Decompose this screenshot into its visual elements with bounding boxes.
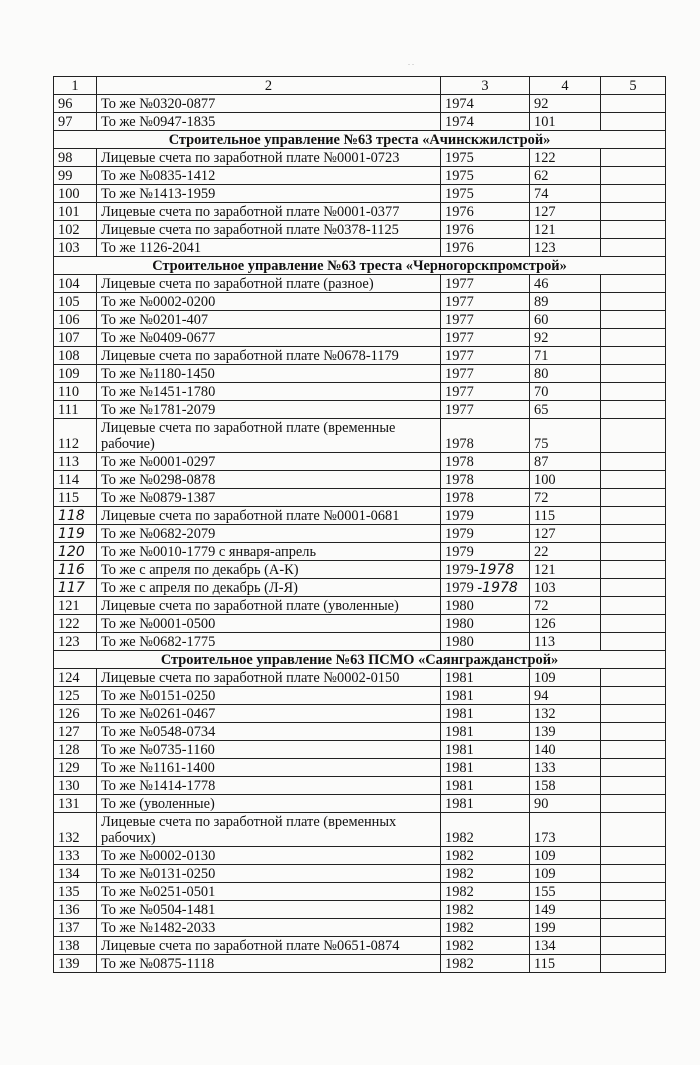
row-note-cell (601, 239, 666, 257)
row-count-cell: 140 (530, 741, 601, 759)
row-number-cell: 109 (54, 365, 97, 383)
row-note-cell (601, 365, 666, 383)
table-row (54, 221, 666, 239)
row-year-cell: 1982 (441, 901, 530, 919)
row-count-cell: 75 (530, 419, 601, 453)
row-number-cell: 107 (54, 329, 97, 347)
row-title-cell: То же №0151-0250 (97, 687, 441, 705)
table-row (54, 579, 666, 597)
table-row (54, 167, 666, 185)
row-count-cell: 72 (530, 597, 601, 615)
row-year-cell: 1982 (441, 883, 530, 901)
table-row (54, 95, 666, 113)
row-note-cell (601, 579, 666, 597)
row-count-cell: 158 (530, 777, 601, 795)
handwritten-number: 118 (58, 508, 85, 524)
row-note-cell (601, 883, 666, 901)
row-year-cell (441, 579, 530, 597)
row-note-cell (601, 453, 666, 471)
row-number-cell: 127 (54, 723, 97, 741)
row-year-cell: 1977 (441, 329, 530, 347)
row-note-cell (601, 723, 666, 741)
row-year-cell: 1978 (441, 471, 530, 489)
row-year-cell: 1979 (441, 525, 530, 543)
table-row (54, 865, 666, 883)
row-note-cell (601, 95, 666, 113)
row-count-cell: 74 (530, 185, 601, 203)
row-note-cell (601, 149, 666, 167)
row-number-cell: 114 (54, 471, 97, 489)
row-number-cell (54, 507, 97, 525)
row-number-cell: 138 (54, 937, 97, 955)
row-number-cell: 126 (54, 705, 97, 723)
row-number-cell: 122 (54, 615, 97, 633)
row-number-cell: 98 (54, 149, 97, 167)
table-row (54, 185, 666, 203)
row-year-cell: 1977 (441, 401, 530, 419)
row-title-cell: То же №1482-2033 (97, 919, 441, 937)
row-title-cell: То же №0298-0878 (97, 471, 441, 489)
section-heading: Строительное управление №63 ПСМО «Саянгражданстрой» (54, 651, 666, 669)
row-title-cell: То же №0875-1118 (97, 955, 441, 973)
row-number-cell: 133 (54, 847, 97, 865)
row-count-cell: 139 (530, 723, 601, 741)
row-title-cell: То же (уволенные) (97, 795, 441, 813)
section-heading: Строительное управление №63 треста «Ачинскжилстрой» (54, 131, 666, 149)
row-title-cell: То же №1781-2079 (97, 401, 441, 419)
row-number-cell: 110 (54, 383, 97, 401)
row-count-cell: 46 (530, 275, 601, 293)
row-title-cell: То же №0001-0297 (97, 453, 441, 471)
row-title-cell: То же №1413-1959 (97, 185, 441, 203)
row-title-cell: Лицевые счета по заработной плате №0002-0150 (97, 669, 441, 687)
row-year-cell: 1977 (441, 383, 530, 401)
row-count-cell: 155 (530, 883, 601, 901)
row-number-cell: 134 (54, 865, 97, 883)
row-year-cell: 1974 (441, 113, 530, 131)
row-number-cell: 96 (54, 95, 97, 113)
row-number-cell: 137 (54, 919, 97, 937)
row-note-cell (601, 777, 666, 795)
row-number-cell: 101 (54, 203, 97, 221)
row-number-cell: 115 (54, 489, 97, 507)
row-note-cell (601, 633, 666, 651)
row-number-cell: 100 (54, 185, 97, 203)
row-year-cell: 1982 (441, 865, 530, 883)
row-note-cell (601, 113, 666, 131)
section-heading-row (54, 257, 666, 275)
header-cell-5: 5 (601, 77, 666, 95)
row-count-cell: 60 (530, 311, 601, 329)
table-row (54, 525, 666, 543)
table-row (54, 777, 666, 795)
inventory-table (53, 76, 666, 973)
section-heading-row (54, 131, 666, 149)
table-row (54, 419, 666, 453)
row-title-cell: Лицевые счета по заработной плате №0378-1125 (97, 221, 441, 239)
table-header-row (54, 77, 666, 95)
handwritten-number: 117 (58, 580, 85, 596)
row-title-cell: То же №0548-0734 (97, 723, 441, 741)
row-number-cell: 121 (54, 597, 97, 615)
row-count-cell: 80 (530, 365, 601, 383)
row-title-cell: То же №0261-0467 (97, 705, 441, 723)
row-year-cell: 1981 (441, 687, 530, 705)
row-year-cell: 1982 (441, 813, 530, 847)
row-number-cell: 135 (54, 883, 97, 901)
row-count-cell: 133 (530, 759, 601, 777)
row-year-cell: 1982 (441, 919, 530, 937)
table-row (54, 723, 666, 741)
row-count-cell: 115 (530, 955, 601, 973)
row-year-cell (441, 561, 530, 579)
row-number-cell: 113 (54, 453, 97, 471)
row-year-cell: 1981 (441, 777, 530, 795)
row-title-cell: То же №0682-2079 (97, 525, 441, 543)
row-note-cell (601, 167, 666, 185)
row-number-cell (54, 579, 97, 597)
row-count-cell: 94 (530, 687, 601, 705)
row-number-cell: 99 (54, 167, 97, 185)
row-title-cell: Лицевые счета по заработной плате (разное) (97, 275, 441, 293)
row-note-cell (601, 401, 666, 419)
section-heading-row (54, 651, 666, 669)
row-title-cell: Лицевые счета по заработной плате №0001-0723 (97, 149, 441, 167)
typed-year: 1979- (445, 562, 479, 578)
row-count-cell: 65 (530, 401, 601, 419)
row-title-cell: То же №1180-1450 (97, 365, 441, 383)
row-title-cell: То же №0002-0130 (97, 847, 441, 865)
row-year-cell: 1977 (441, 365, 530, 383)
row-note-cell (601, 275, 666, 293)
table-row (54, 507, 666, 525)
row-year-cell: 1981 (441, 795, 530, 813)
handwritten-year: 1978 (478, 562, 515, 578)
row-year-cell: 1980 (441, 615, 530, 633)
row-title-cell: Лицевые счета по заработной плате №0678-1179 (97, 347, 441, 365)
row-count-cell: 115 (530, 507, 601, 525)
row-number-cell: 112 (54, 419, 97, 453)
row-number-cell: 123 (54, 633, 97, 651)
row-count-cell: 121 (530, 561, 601, 579)
header-cell-1: 1 (54, 77, 97, 95)
row-year-cell: 1974 (441, 95, 530, 113)
table-row (54, 239, 666, 257)
row-year-cell: 1976 (441, 239, 530, 257)
row-number-cell (54, 525, 97, 543)
row-number-cell: 97 (54, 113, 97, 131)
row-year-cell: 1975 (441, 185, 530, 203)
row-number-cell: 124 (54, 669, 97, 687)
row-title-cell: То же №0320-0877 (97, 95, 441, 113)
row-title-cell: Лицевые счета по заработной плате (уволенные) (97, 597, 441, 615)
table-row (54, 615, 666, 633)
row-title-cell: То же №0002-0200 (97, 293, 441, 311)
row-year-cell: 1982 (441, 937, 530, 955)
row-note-cell (601, 221, 666, 239)
scan-speck: .. (408, 58, 416, 67)
row-note-cell (601, 507, 666, 525)
table-row (54, 669, 666, 687)
table-row (54, 489, 666, 507)
row-count-cell: 92 (530, 329, 601, 347)
handwritten-number: 116 (58, 562, 85, 578)
row-count-cell: 72 (530, 489, 601, 507)
row-year-cell: 1978 (441, 453, 530, 471)
row-note-cell (601, 293, 666, 311)
row-year-cell: 1979 (441, 507, 530, 525)
row-title-cell: То же с апреля по декабрь (Л-Я) (97, 579, 441, 597)
row-title-cell: То же №0409-0677 (97, 329, 441, 347)
row-year-cell: 1978 (441, 489, 530, 507)
table-row (54, 705, 666, 723)
row-number-cell: 108 (54, 347, 97, 365)
row-count-cell: 70 (530, 383, 601, 401)
table-row (54, 741, 666, 759)
row-number-cell: 106 (54, 311, 97, 329)
table-row (54, 795, 666, 813)
row-note-cell (601, 597, 666, 615)
row-count-cell: 123 (530, 239, 601, 257)
row-count-cell: 109 (530, 865, 601, 883)
table-row (54, 561, 666, 579)
row-note-cell (601, 311, 666, 329)
row-note-cell (601, 759, 666, 777)
row-note-cell (601, 919, 666, 937)
row-number-cell: 139 (54, 955, 97, 973)
table-row (54, 401, 666, 419)
row-number-cell (54, 543, 97, 561)
table-row (54, 275, 666, 293)
row-year-cell: 1981 (441, 705, 530, 723)
row-note-cell (601, 901, 666, 919)
row-count-cell: 100 (530, 471, 601, 489)
table-row (54, 383, 666, 401)
row-note-cell (601, 489, 666, 507)
row-note-cell (601, 329, 666, 347)
row-number-cell: 111 (54, 401, 97, 419)
row-year-cell: 1981 (441, 669, 530, 687)
table-row (54, 883, 666, 901)
row-count-cell: 109 (530, 669, 601, 687)
row-title-cell: То же №0879-1387 (97, 489, 441, 507)
row-count-cell: 127 (530, 203, 601, 221)
row-title-cell: Лицевые счета по заработной плате №0001-0377 (97, 203, 441, 221)
row-year-cell: 1977 (441, 311, 530, 329)
row-count-cell: 127 (530, 525, 601, 543)
row-count-cell: 173 (530, 813, 601, 847)
inventory-table-body (54, 77, 666, 973)
row-year-cell: 1982 (441, 955, 530, 973)
row-title-cell: То же с апреля по декабрь (А-К) (97, 561, 441, 579)
row-title-cell: То же №0131-0250 (97, 865, 441, 883)
row-year-cell: 1977 (441, 275, 530, 293)
table-row (54, 847, 666, 865)
row-note-cell (601, 795, 666, 813)
handwritten-number: 119 (58, 526, 85, 542)
row-year-cell: 1977 (441, 347, 530, 365)
row-note-cell (601, 813, 666, 847)
row-number-cell: 102 (54, 221, 97, 239)
table-row (54, 113, 666, 131)
row-year-cell: 1981 (441, 741, 530, 759)
row-number-cell: 128 (54, 741, 97, 759)
row-year-cell: 1980 (441, 633, 530, 651)
row-count-cell: 121 (530, 221, 601, 239)
row-title-cell: То же №0010-1779 с января-апрель (97, 543, 441, 561)
row-title-cell: То же №0835-1412 (97, 167, 441, 185)
row-count-cell: 113 (530, 633, 601, 651)
row-title-cell: То же 1126-2041 (97, 239, 441, 257)
header-cell-4: 4 (530, 77, 601, 95)
section-heading: Строительное управление №63 треста «Черногорскпромстрой» (54, 257, 666, 275)
row-title-cell: То же №0504-1481 (97, 901, 441, 919)
row-title-cell: Лицевые счета по заработной плате (временные рабочие) (97, 419, 441, 453)
table-row (54, 329, 666, 347)
table-row (54, 955, 666, 973)
table-row (54, 365, 666, 383)
row-note-cell (601, 615, 666, 633)
row-number-cell: 103 (54, 239, 97, 257)
row-count-cell: 149 (530, 901, 601, 919)
row-number-cell: 132 (54, 813, 97, 847)
row-year-cell: 1976 (441, 221, 530, 239)
row-count-cell: 90 (530, 795, 601, 813)
row-number-cell: 131 (54, 795, 97, 813)
row-note-cell (601, 185, 666, 203)
row-note-cell (601, 955, 666, 973)
row-number-cell: 105 (54, 293, 97, 311)
table-row (54, 759, 666, 777)
row-title-cell: То же №0251-0501 (97, 883, 441, 901)
row-number-cell: 104 (54, 275, 97, 293)
table-row (54, 633, 666, 651)
table-row (54, 203, 666, 221)
row-note-cell (601, 741, 666, 759)
row-note-cell (601, 203, 666, 221)
row-year-cell: 1976 (441, 203, 530, 221)
header-cell-2: 2 (97, 77, 441, 95)
table-row (54, 919, 666, 937)
row-note-cell (601, 419, 666, 453)
row-count-cell: 126 (530, 615, 601, 633)
row-title-cell: Лицевые счета по заработной плате (временных рабочих) (97, 813, 441, 847)
table-row (54, 937, 666, 955)
table-row (54, 543, 666, 561)
handwritten-number: 120 (58, 544, 85, 560)
row-title-cell: То же №0947-1835 (97, 113, 441, 131)
row-count-cell: 199 (530, 919, 601, 937)
row-title-cell: То же №0201-407 (97, 311, 441, 329)
row-count-cell: 62 (530, 167, 601, 185)
row-title-cell: То же №1451-1780 (97, 383, 441, 401)
row-year-cell: 1977 (441, 293, 530, 311)
row-title-cell: То же №0682-1775 (97, 633, 441, 651)
table-row (54, 293, 666, 311)
row-count-cell: 101 (530, 113, 601, 131)
row-title-cell: То же №0735-1160 (97, 741, 441, 759)
table-row (54, 597, 666, 615)
table-row (54, 471, 666, 489)
row-title-cell: То же №0001-0500 (97, 615, 441, 633)
row-note-cell (601, 847, 666, 865)
row-year-cell: 1982 (441, 847, 530, 865)
table-row (54, 687, 666, 705)
row-count-cell: 132 (530, 705, 601, 723)
row-note-cell (601, 471, 666, 489)
row-note-cell (601, 383, 666, 401)
row-count-cell: 134 (530, 937, 601, 955)
table-row (54, 901, 666, 919)
row-year-cell: 1978 (441, 419, 530, 453)
row-year-cell: 1981 (441, 723, 530, 741)
row-title-cell: То же №1414-1778 (97, 777, 441, 795)
row-count-cell: 92 (530, 95, 601, 113)
row-count-cell: 89 (530, 293, 601, 311)
row-note-cell (601, 937, 666, 955)
row-year-cell: 1975 (441, 167, 530, 185)
table-row (54, 347, 666, 365)
row-note-cell (601, 687, 666, 705)
table-row (54, 453, 666, 471)
row-note-cell (601, 865, 666, 883)
row-count-cell: 109 (530, 847, 601, 865)
row-count-cell: 122 (530, 149, 601, 167)
row-number-cell: 130 (54, 777, 97, 795)
row-title-cell: То же №1161-1400 (97, 759, 441, 777)
row-title-cell: Лицевые счета по заработной плате №0001-0681 (97, 507, 441, 525)
row-year-cell: 1980 (441, 597, 530, 615)
header-cell-3: 3 (441, 77, 530, 95)
row-note-cell (601, 705, 666, 723)
row-count-cell: 71 (530, 347, 601, 365)
row-number-cell (54, 561, 97, 579)
handwritten-year: 1978 (482, 580, 518, 596)
typed-year: 1979 - (445, 580, 483, 596)
row-count-cell: 103 (530, 579, 601, 597)
row-count-cell: 22 (530, 543, 601, 561)
row-number-cell: 125 (54, 687, 97, 705)
row-note-cell (601, 525, 666, 543)
row-note-cell (601, 543, 666, 561)
row-year-cell: 1981 (441, 759, 530, 777)
row-number-cell: 129 (54, 759, 97, 777)
row-year-cell: 1979 (441, 543, 530, 561)
row-title-cell: Лицевые счета по заработной плате №0651-0874 (97, 937, 441, 955)
table-row (54, 149, 666, 167)
table-row (54, 311, 666, 329)
row-note-cell (601, 669, 666, 687)
row-note-cell (601, 561, 666, 579)
row-year-cell: 1975 (441, 149, 530, 167)
row-count-cell: 87 (530, 453, 601, 471)
table-row (54, 813, 666, 847)
row-number-cell: 136 (54, 901, 97, 919)
row-note-cell (601, 347, 666, 365)
